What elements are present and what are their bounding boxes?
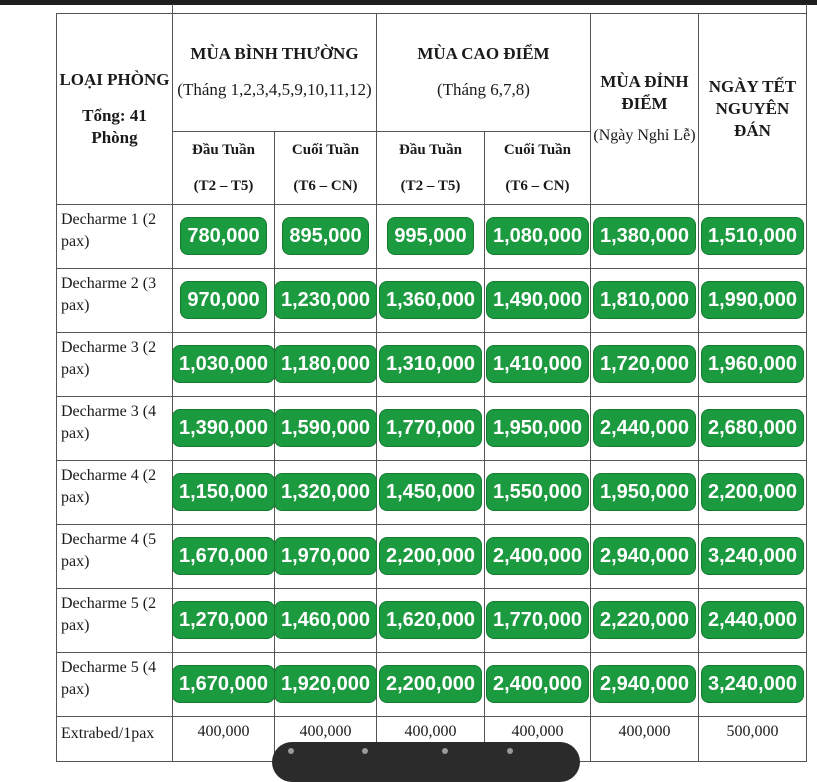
toolbar-dot-icon xyxy=(442,748,448,754)
price-badge: 2,440,000 xyxy=(702,602,803,638)
price-cell xyxy=(173,652,275,716)
price-cell xyxy=(376,332,484,396)
price-cell xyxy=(698,332,806,396)
peak-note-label: (Ngày Nghỉ Lễ) xyxy=(593,126,696,144)
price-badge: 2,680,000 xyxy=(702,410,803,446)
price-badge: 780,000 xyxy=(181,218,265,254)
price-badge: 3,240,000 xyxy=(702,666,803,702)
price-badge: 1,390,000 xyxy=(173,410,274,446)
price-badge: 1,360,000 xyxy=(380,282,481,318)
price-cell xyxy=(590,332,698,396)
price-cell xyxy=(274,204,376,268)
price-badge: 2,400,000 xyxy=(487,538,588,574)
price-badge: 1,770,000 xyxy=(380,410,481,446)
price-cell xyxy=(484,396,590,460)
price-badge: 1,310,000 xyxy=(380,346,481,382)
price-cell xyxy=(376,524,484,588)
price-cell xyxy=(698,652,806,716)
price-cell xyxy=(698,204,806,268)
price-badge: 1,620,000 xyxy=(380,602,481,638)
price-cell xyxy=(376,460,484,524)
price-badge: 1,270,000 xyxy=(173,602,274,638)
peak-season-header xyxy=(590,13,698,204)
table-row xyxy=(57,524,807,588)
subheader-weekday xyxy=(376,131,484,204)
room-name: Decharme 2 (3 pax) xyxy=(57,268,173,332)
price-badge: 1,510,000 xyxy=(702,218,803,254)
price-cell xyxy=(590,524,698,588)
extrabed-price: 400,000 xyxy=(484,716,590,761)
room-name: Decharme 5 (4 pax) xyxy=(57,652,173,716)
weekend-label: Cuối Tuần xyxy=(503,141,572,158)
price-badge: 1,590,000 xyxy=(275,410,376,446)
price-badge: 1,080,000 xyxy=(487,218,588,254)
subheader-weekend xyxy=(484,131,590,204)
price-badge: 1,410,000 xyxy=(487,346,588,382)
weekday-label: Đầu Tuần xyxy=(192,141,255,158)
price-badge: 1,320,000 xyxy=(275,474,376,510)
table-row xyxy=(57,588,807,652)
price-cell xyxy=(173,396,275,460)
table-row xyxy=(57,460,807,524)
table-row xyxy=(57,396,807,460)
subheader-weekday xyxy=(173,131,275,204)
weekend-range-label: (T6 – CN) xyxy=(293,177,358,194)
price-badge: 1,920,000 xyxy=(275,666,376,702)
price-cell xyxy=(274,460,376,524)
price-cell xyxy=(484,524,590,588)
room-type-label: LOẠI PHÒNG xyxy=(59,69,170,89)
price-badge: 1,450,000 xyxy=(380,474,481,510)
price-badge: 1,810,000 xyxy=(594,282,695,318)
weekend-range-label: (T6 – CN) xyxy=(505,177,570,194)
price-badge: 1,970,000 xyxy=(275,538,376,574)
subheader-weekend xyxy=(274,131,376,204)
price-cell xyxy=(484,332,590,396)
table-row xyxy=(57,268,807,332)
price-badge: 1,550,000 xyxy=(487,474,588,510)
price-table xyxy=(56,4,807,762)
total-rooms-label: Tổng: 41 Phòng xyxy=(82,105,147,147)
price-cell xyxy=(590,204,698,268)
price-badge: 1,960,000 xyxy=(702,346,803,382)
price-cell xyxy=(698,396,806,460)
price-badge: 995,000 xyxy=(388,218,472,254)
price-cell xyxy=(484,652,590,716)
room-name: Decharme 1 (2 pax) xyxy=(57,204,173,268)
price-cell xyxy=(376,652,484,716)
price-badge: 3,240,000 xyxy=(702,538,803,574)
price-cell xyxy=(274,396,376,460)
price-cell xyxy=(274,268,376,332)
room-name: Decharme 4 (5 pax) xyxy=(57,524,173,588)
price-cell xyxy=(173,204,275,268)
price-badge: 2,220,000 xyxy=(594,602,695,638)
extrabed-price: 400,000 xyxy=(376,716,484,761)
price-cell xyxy=(590,652,698,716)
table-row xyxy=(57,332,807,396)
price-cell xyxy=(590,460,698,524)
price-badge: 1,670,000 xyxy=(173,666,274,702)
price-cell xyxy=(590,588,698,652)
price-badge: 970,000 xyxy=(181,282,265,318)
tet-label: NGÀY TẾT NGUYÊN ĐÁN xyxy=(708,76,797,140)
price-badge: 1,770,000 xyxy=(487,602,588,638)
price-badge: 2,940,000 xyxy=(594,666,695,702)
weekday-range-label: (T2 – T5) xyxy=(193,177,254,194)
toolbar-dot-icon xyxy=(362,748,368,754)
price-badge: 895,000 xyxy=(283,218,367,254)
high-season-header xyxy=(376,13,590,131)
price-badge: 2,200,000 xyxy=(380,666,481,702)
price-cell xyxy=(484,268,590,332)
extrabed-label: Extrabed/1pax xyxy=(57,716,173,761)
price-badge: 2,940,000 xyxy=(594,538,695,574)
price-badge: 1,230,000 xyxy=(275,282,376,318)
price-cell xyxy=(376,204,484,268)
weekday-range-label: (T2 – T5) xyxy=(400,177,461,194)
normal-season-label: MÙA BÌNH THƯỜNG xyxy=(190,44,359,63)
header-row xyxy=(57,13,807,131)
price-cell xyxy=(590,396,698,460)
peak-season-label: MÙA ĐỈNH ĐIỂM xyxy=(600,71,689,113)
price-badge: 1,950,000 xyxy=(487,410,588,446)
price-cell xyxy=(274,524,376,588)
price-cell xyxy=(274,332,376,396)
price-badge: 1,180,000 xyxy=(275,346,376,382)
extrabed-price: 400,000 xyxy=(173,716,275,761)
normal-months-label: (Tháng 1,2,3,4,5,9,10,11,12) xyxy=(177,80,372,99)
price-badge: 2,200,000 xyxy=(380,538,481,574)
price-cell xyxy=(376,268,484,332)
tet-header xyxy=(698,13,806,204)
room-name: Decharme 5 (2 pax) xyxy=(57,588,173,652)
normal-season-header xyxy=(173,13,377,131)
high-months-label: (Tháng 6,7,8) xyxy=(436,80,530,99)
price-badge: 2,440,000 xyxy=(594,410,695,446)
price-badge: 1,150,000 xyxy=(173,474,274,510)
price-cell xyxy=(484,588,590,652)
price-badge: 1,490,000 xyxy=(487,282,588,318)
price-badge: 1,670,000 xyxy=(173,538,274,574)
top-strip-row xyxy=(57,4,807,13)
price-badge: 1,720,000 xyxy=(594,346,695,382)
price-badge: 1,950,000 xyxy=(594,474,695,510)
weekend-label: Cuối Tuần xyxy=(291,141,360,158)
price-cell xyxy=(173,588,275,652)
price-cell xyxy=(698,524,806,588)
price-cell xyxy=(274,652,376,716)
price-badge: 1,030,000 xyxy=(173,346,274,382)
extrabed-price: 400,000 xyxy=(590,716,698,761)
toolbar-dot-icon xyxy=(288,748,294,754)
extrabed-price: 500,000 xyxy=(698,716,806,761)
toolbar-dot-icon xyxy=(507,748,513,754)
weekday-label: Đầu Tuần xyxy=(398,141,462,158)
table-row xyxy=(57,652,807,716)
room-name: Decharme 3 (2 pax) xyxy=(57,332,173,396)
price-cell xyxy=(484,204,590,268)
price-cell xyxy=(173,460,275,524)
price-badge: 1,990,000 xyxy=(702,282,803,318)
room-name: Decharme 3 (4 pax) xyxy=(57,396,173,460)
extrabed-price: 400,000 xyxy=(274,716,376,761)
price-cell xyxy=(484,460,590,524)
price-badge: 2,200,000 xyxy=(702,474,803,510)
price-badge: 2,400,000 xyxy=(487,666,588,702)
room-name: Decharme 4 (2 pax) xyxy=(57,460,173,524)
room-type-header xyxy=(57,13,173,204)
price-cell xyxy=(173,332,275,396)
price-cell xyxy=(274,588,376,652)
price-cell xyxy=(173,268,275,332)
price-cell xyxy=(698,588,806,652)
price-badge: 1,380,000 xyxy=(594,218,695,254)
price-cell xyxy=(173,524,275,588)
price-cell xyxy=(698,460,806,524)
high-season-label: MÙA CAO ĐIỂM xyxy=(417,44,550,63)
table-row xyxy=(57,204,807,268)
price-cell xyxy=(698,268,806,332)
price-cell xyxy=(376,396,484,460)
price-badge: 1,460,000 xyxy=(275,602,376,638)
floating-toolbar[interactable] xyxy=(272,742,580,782)
price-cell xyxy=(590,268,698,332)
price-cell xyxy=(376,588,484,652)
